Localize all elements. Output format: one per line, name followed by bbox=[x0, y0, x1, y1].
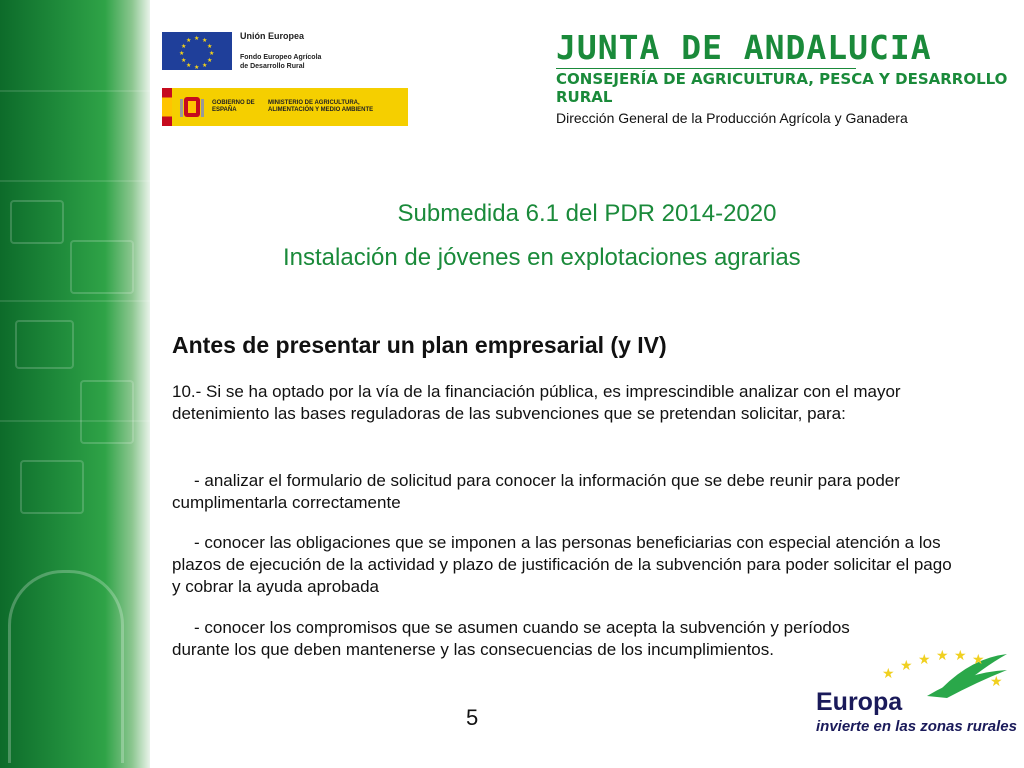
europa-word: Europa bbox=[816, 688, 903, 716]
europa-tagline: invierte en las zonas rurales bbox=[816, 718, 1017, 735]
ministerio-label: MINISTERIO DE AGRICULTURA, ALIMENTACIÓN Y MEDIO AMBIENTE bbox=[268, 100, 374, 113]
section-heading: Antes de presentar un plan empresarial (y IV) bbox=[172, 332, 667, 358]
junta-andalucia-title: JUNTA DE ANDALUCIA bbox=[556, 28, 932, 67]
svg-text:★: ★ bbox=[936, 648, 949, 663]
europa-invierte-logo bbox=[812, 648, 1017, 748]
slide-title-wrapper bbox=[0, 200, 1024, 228]
svg-text:★: ★ bbox=[882, 665, 895, 681]
bullet-compromisos bbox=[172, 617, 892, 661]
bullet-obligaciones-text: - conocer las obligaciones que se imponen a las personas beneficiarias con especial atención a los plazos de ejecución de la actividad y plazo de justificación de la subvención para poder solicitar el pago y cobrar la ayuda aprobada bbox=[172, 533, 952, 596]
intro-paragraph: 10.- Si se ha optado por la vía de la financiación pública, es imprescindible analizar con el mayor detenimiento las bases reguladoras de las subvenciones que se pretendan solicitar, para: bbox=[172, 382, 901, 423]
coat-of-arms-icon bbox=[178, 93, 206, 121]
eu-logo-line3: de Desarrollo Rural bbox=[240, 63, 305, 70]
gobierno-label: GOBIERNO DE ESPAÑA bbox=[212, 100, 255, 113]
bullet-formulario bbox=[172, 470, 952, 514]
svg-text:★: ★ bbox=[900, 657, 913, 673]
slide-subtitle: Instalación de jóvenes en explotaciones agrarias bbox=[283, 244, 801, 271]
slide-title: Submedida 6.1 del PDR 2014-2020 bbox=[397, 200, 777, 227]
page-number: 5 bbox=[466, 705, 479, 730]
svg-text:★: ★ bbox=[918, 651, 931, 667]
bullet-compromisos-text: - conocer los compromisos que se asumen cuando se acepta la subvención y períodos durante los que deben mantenerse y las consecuencias de los incumplimientos. bbox=[172, 618, 850, 659]
direccion-general: Dirección General de la Producción Agrícola y Ganadera bbox=[556, 110, 908, 126]
junta-divider bbox=[556, 68, 856, 69]
gobierno-espana-logo bbox=[162, 88, 408, 126]
eu-logo bbox=[162, 32, 321, 71]
spain-flag-icon bbox=[162, 88, 172, 126]
svg-text:★: ★ bbox=[954, 648, 967, 663]
svg-text:★: ★ bbox=[972, 651, 985, 667]
eu-flag-icon: ★ ★ ★ ★ ★ ★ ★ ★ ★ ★ ★ ★ bbox=[162, 32, 232, 70]
bullet-formulario-text: - analizar el formulario de solicitud para conocer la información que se debe reunir para poder cumplimentarla correctamente bbox=[172, 471, 900, 512]
bullet-obligaciones bbox=[172, 532, 952, 598]
decorative-side-band bbox=[0, 0, 150, 768]
svg-text:★: ★ bbox=[990, 673, 1003, 689]
eu-logo-line2: Fondo Europeo Agrícola bbox=[240, 54, 322, 61]
consejeria-title: CONSEJERÍA DE AGRICULTURA, PESCA Y DESARROLLO RURAL bbox=[556, 70, 1008, 106]
eu-logo-title: Unión Europea bbox=[240, 31, 305, 41]
